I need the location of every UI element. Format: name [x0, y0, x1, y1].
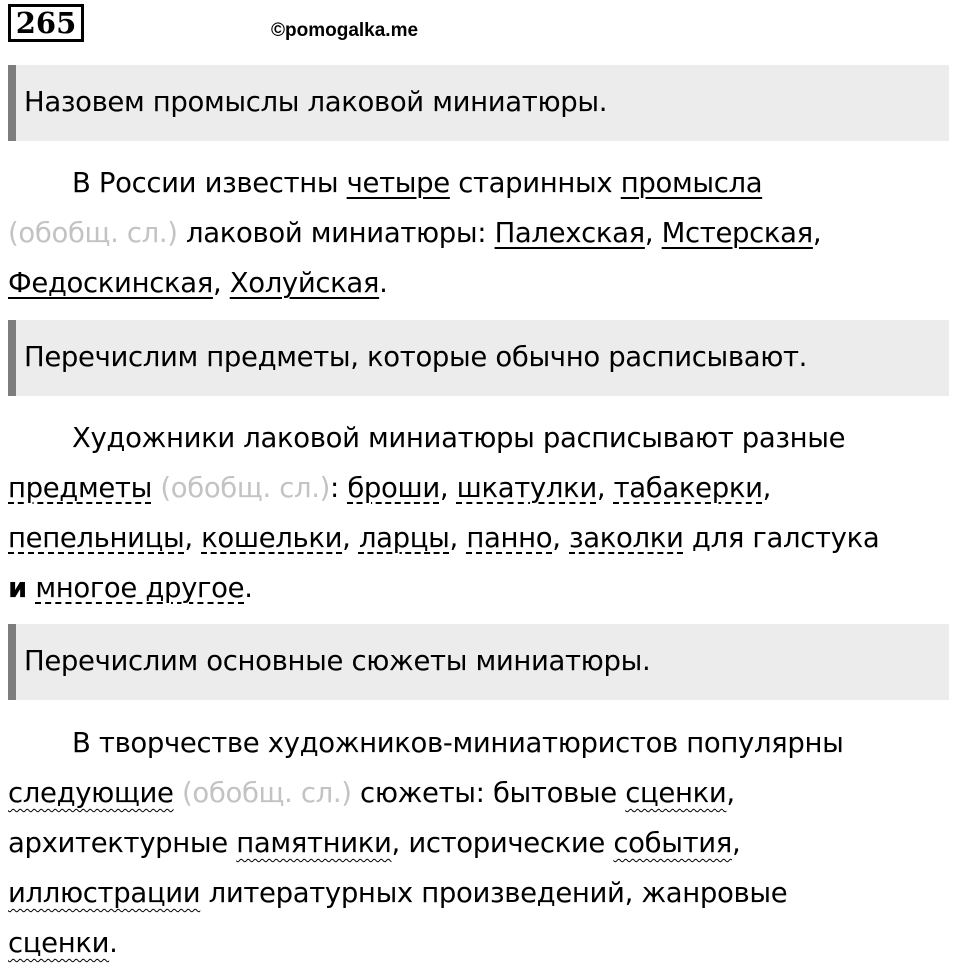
wavy-underlined-word: следующие [8, 777, 174, 809]
bold-conjunction: и [8, 572, 27, 604]
underlined-word: Мстерская [661, 217, 813, 249]
wavy-underlined-word: сценки [625, 777, 727, 809]
dashed-underlined-word: шкатулки [456, 472, 597, 504]
answer-line: Художники лаковой миниатюры расписывают разные [72, 422, 846, 454]
site-watermark: ©pomogalka.me [271, 20, 419, 41]
underlined-word: четыре [346, 167, 450, 199]
generalizing-word-note: (обобщ. сл.) [8, 217, 178, 249]
answer-line: (обобщ. сл.) лаковой миниатюры: Палехская, Мстерская, [8, 217, 822, 249]
dashed-underlined-word: многое другое [35, 572, 245, 604]
answer-line: архитектурные памятники, исторические события, [8, 827, 741, 859]
dashed-underlined-word: табакерки [613, 472, 763, 504]
answer-line: иллюстрации литературных произведений, жанровые [8, 877, 788, 909]
answer-line: пепельницы, кошельки, ларцы, панно, заколки для галстука [8, 522, 880, 554]
dashed-underlined-word: кошельки [201, 522, 343, 554]
task-title-2: Перечислим предметы, которые обычно расписывают. [24, 341, 808, 373]
answer-line: следующие (обобщ. сл.) сюжеты: бытовые сценки, [8, 777, 735, 809]
underlined-word: Федоскинская [8, 267, 213, 299]
answer-line: Федоскинская, Холуйская. [8, 267, 388, 299]
wavy-underlined-word: события [613, 827, 732, 859]
wavy-underlined-word: сценки [8, 927, 110, 959]
task-header-1 [8, 65, 949, 141]
task-title-3: Перечислим основные сюжеты миниатюры. [24, 645, 651, 677]
dashed-underlined-word: броши [347, 472, 440, 504]
answer-line: сценки. [8, 927, 118, 959]
dashed-underlined-word: предметы [8, 472, 152, 504]
answer-line: и многое другое. [8, 572, 253, 604]
answer-line: предметы (обобщ. сл.): броши, шкатулки, табакерки, [8, 472, 772, 504]
dashed-underlined-word: пепельницы [8, 522, 185, 554]
answer-line: В России известны четыре старинных промысла [72, 167, 763, 199]
underlined-word: Холуйская [229, 267, 380, 299]
wavy-underlined-word: памятники [236, 827, 392, 859]
answer-line: В творчестве художников-миниатюристов популярны [72, 727, 844, 759]
generalizing-word-note: (обобщ. сл.) [151, 472, 331, 504]
exercise-number: 265 [8, 4, 84, 42]
generalizing-word-note: (обобщ. сл.) [173, 777, 361, 809]
task-title-1: Назовем промыслы лаковой миниатюры. [24, 86, 608, 118]
task-header-3 [8, 624, 949, 700]
dashed-underlined-word: ларцы [358, 522, 450, 554]
wavy-underlined-word: иллюстрации [8, 877, 201, 909]
dashed-underlined-word: заколки [569, 522, 684, 554]
underlined-word: промысла [620, 167, 763, 199]
underlined-word: Палехская [494, 217, 645, 249]
task-header-2 [8, 320, 949, 396]
dashed-underlined-word: панно [466, 522, 553, 554]
